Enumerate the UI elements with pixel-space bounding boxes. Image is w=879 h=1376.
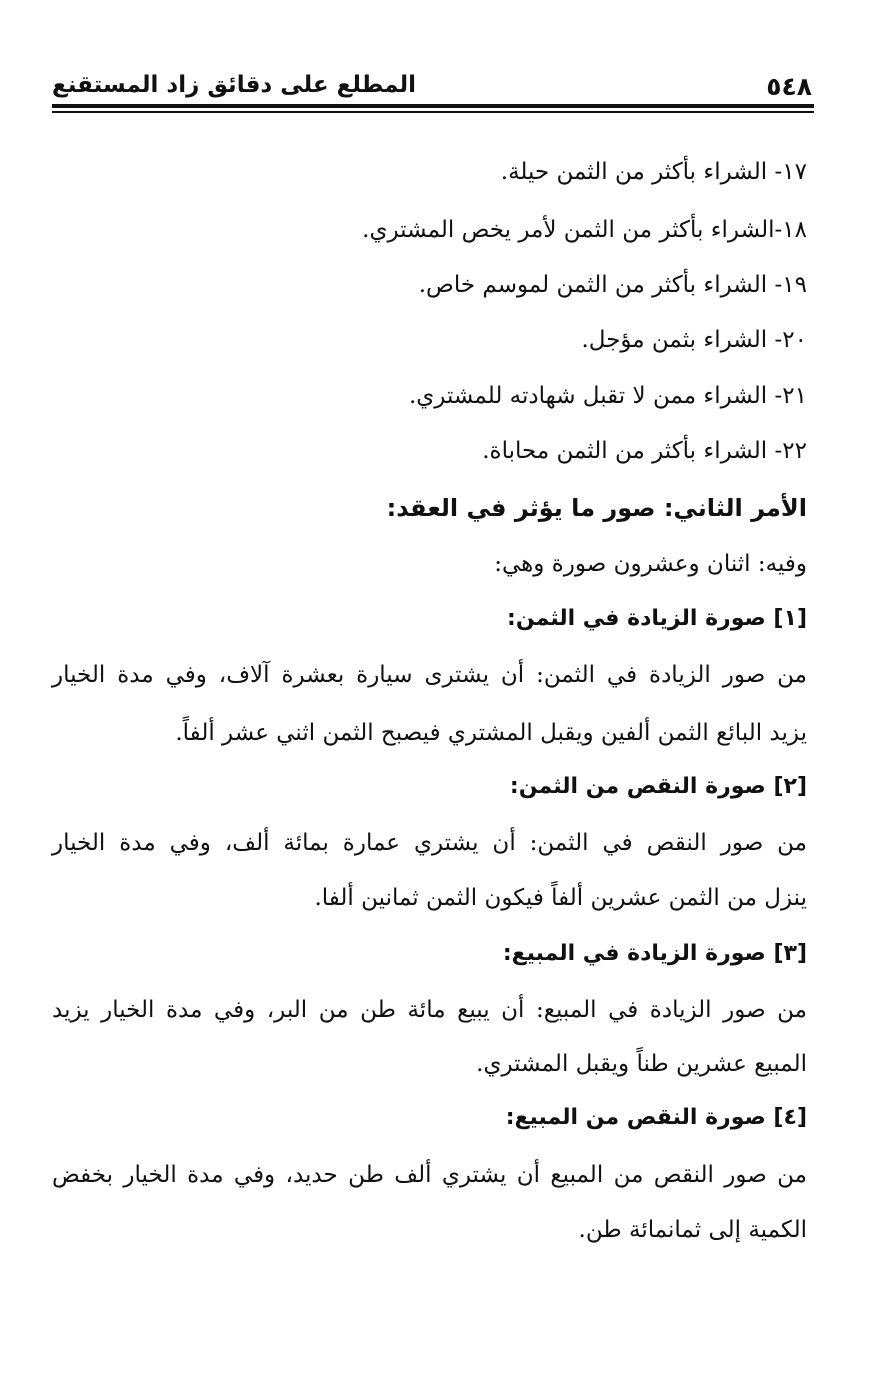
book-title: المطلع على دقائق زاد المستقنع (52, 72, 417, 98)
case-text-line: من صور الزيادة في الثمن: أن يشترى سيارة بعشرة آلاف، وفي مدة الخيار (52, 662, 807, 688)
list-item: ١٨-الشراء بأكثر من الثمن لأمر يخص المشتري. (362, 217, 807, 243)
case-text-line: الكمية إلى ثمانمائة طن. (578, 1217, 807, 1243)
running-header (52, 70, 812, 104)
header-rule-thick (52, 104, 814, 108)
list-item: ٢٢- الشراء بأكثر من الثمن محاباة. (482, 438, 807, 464)
case-text-line: من صور النقص من المبيع أن يشتري ألف طن حديد، وفي مدة الخيار بخفض (52, 1162, 807, 1188)
case-title: [١] صورة الزيادة في الثمن: (507, 606, 807, 631)
list-item: ٢٠- الشراء بثمن مؤجل. (581, 327, 807, 353)
case-text-line: ينزل من الثمن عشرين ألفاً فيكون الثمن ثمانين ألفا. (314, 885, 807, 911)
page-number: ٥٤٨ (766, 72, 812, 101)
case-title: [٣] صورة الزيادة في المبيع: (502, 941, 807, 966)
case-text-line: يزيد البائع الثمن ألفين ويقبل المشتري فيصبح الثمن اثني عشر ألفاً. (175, 720, 807, 746)
list-item: ١٩- الشراء بأكثر من الثمن لموسم خاص. (418, 272, 807, 298)
case-title: [٢] صورة النقص من الثمن: (509, 774, 807, 799)
case-text-line: من صور النقص في الثمن: أن يشتري عمارة بمائة ألف، وفي مدة الخيار (52, 830, 807, 856)
list-item: ٢١- الشراء ممن لا تقبل شهادته للمشتري. (408, 383, 807, 409)
section-heading: الأمر الثاني: صور ما يؤثر في العقد: (386, 494, 807, 522)
case-text-line: المبيع عشرين طناً ويقبل المشتري. (476, 1051, 807, 1077)
case-title: [٤] صورة النقص من المبيع: (505, 1105, 807, 1130)
header-rule-thin (52, 111, 814, 113)
section-intro: وفيه: اثنان وعشرون صورة وهي: (494, 551, 807, 577)
case-text-line: من صور الزيادة في المبيع: أن يبيع مائة طن من البر، وفي مدة الخيار يزيد (52, 997, 807, 1023)
list-item: ١٧- الشراء بأكثر من الثمن حيلة. (500, 159, 807, 185)
